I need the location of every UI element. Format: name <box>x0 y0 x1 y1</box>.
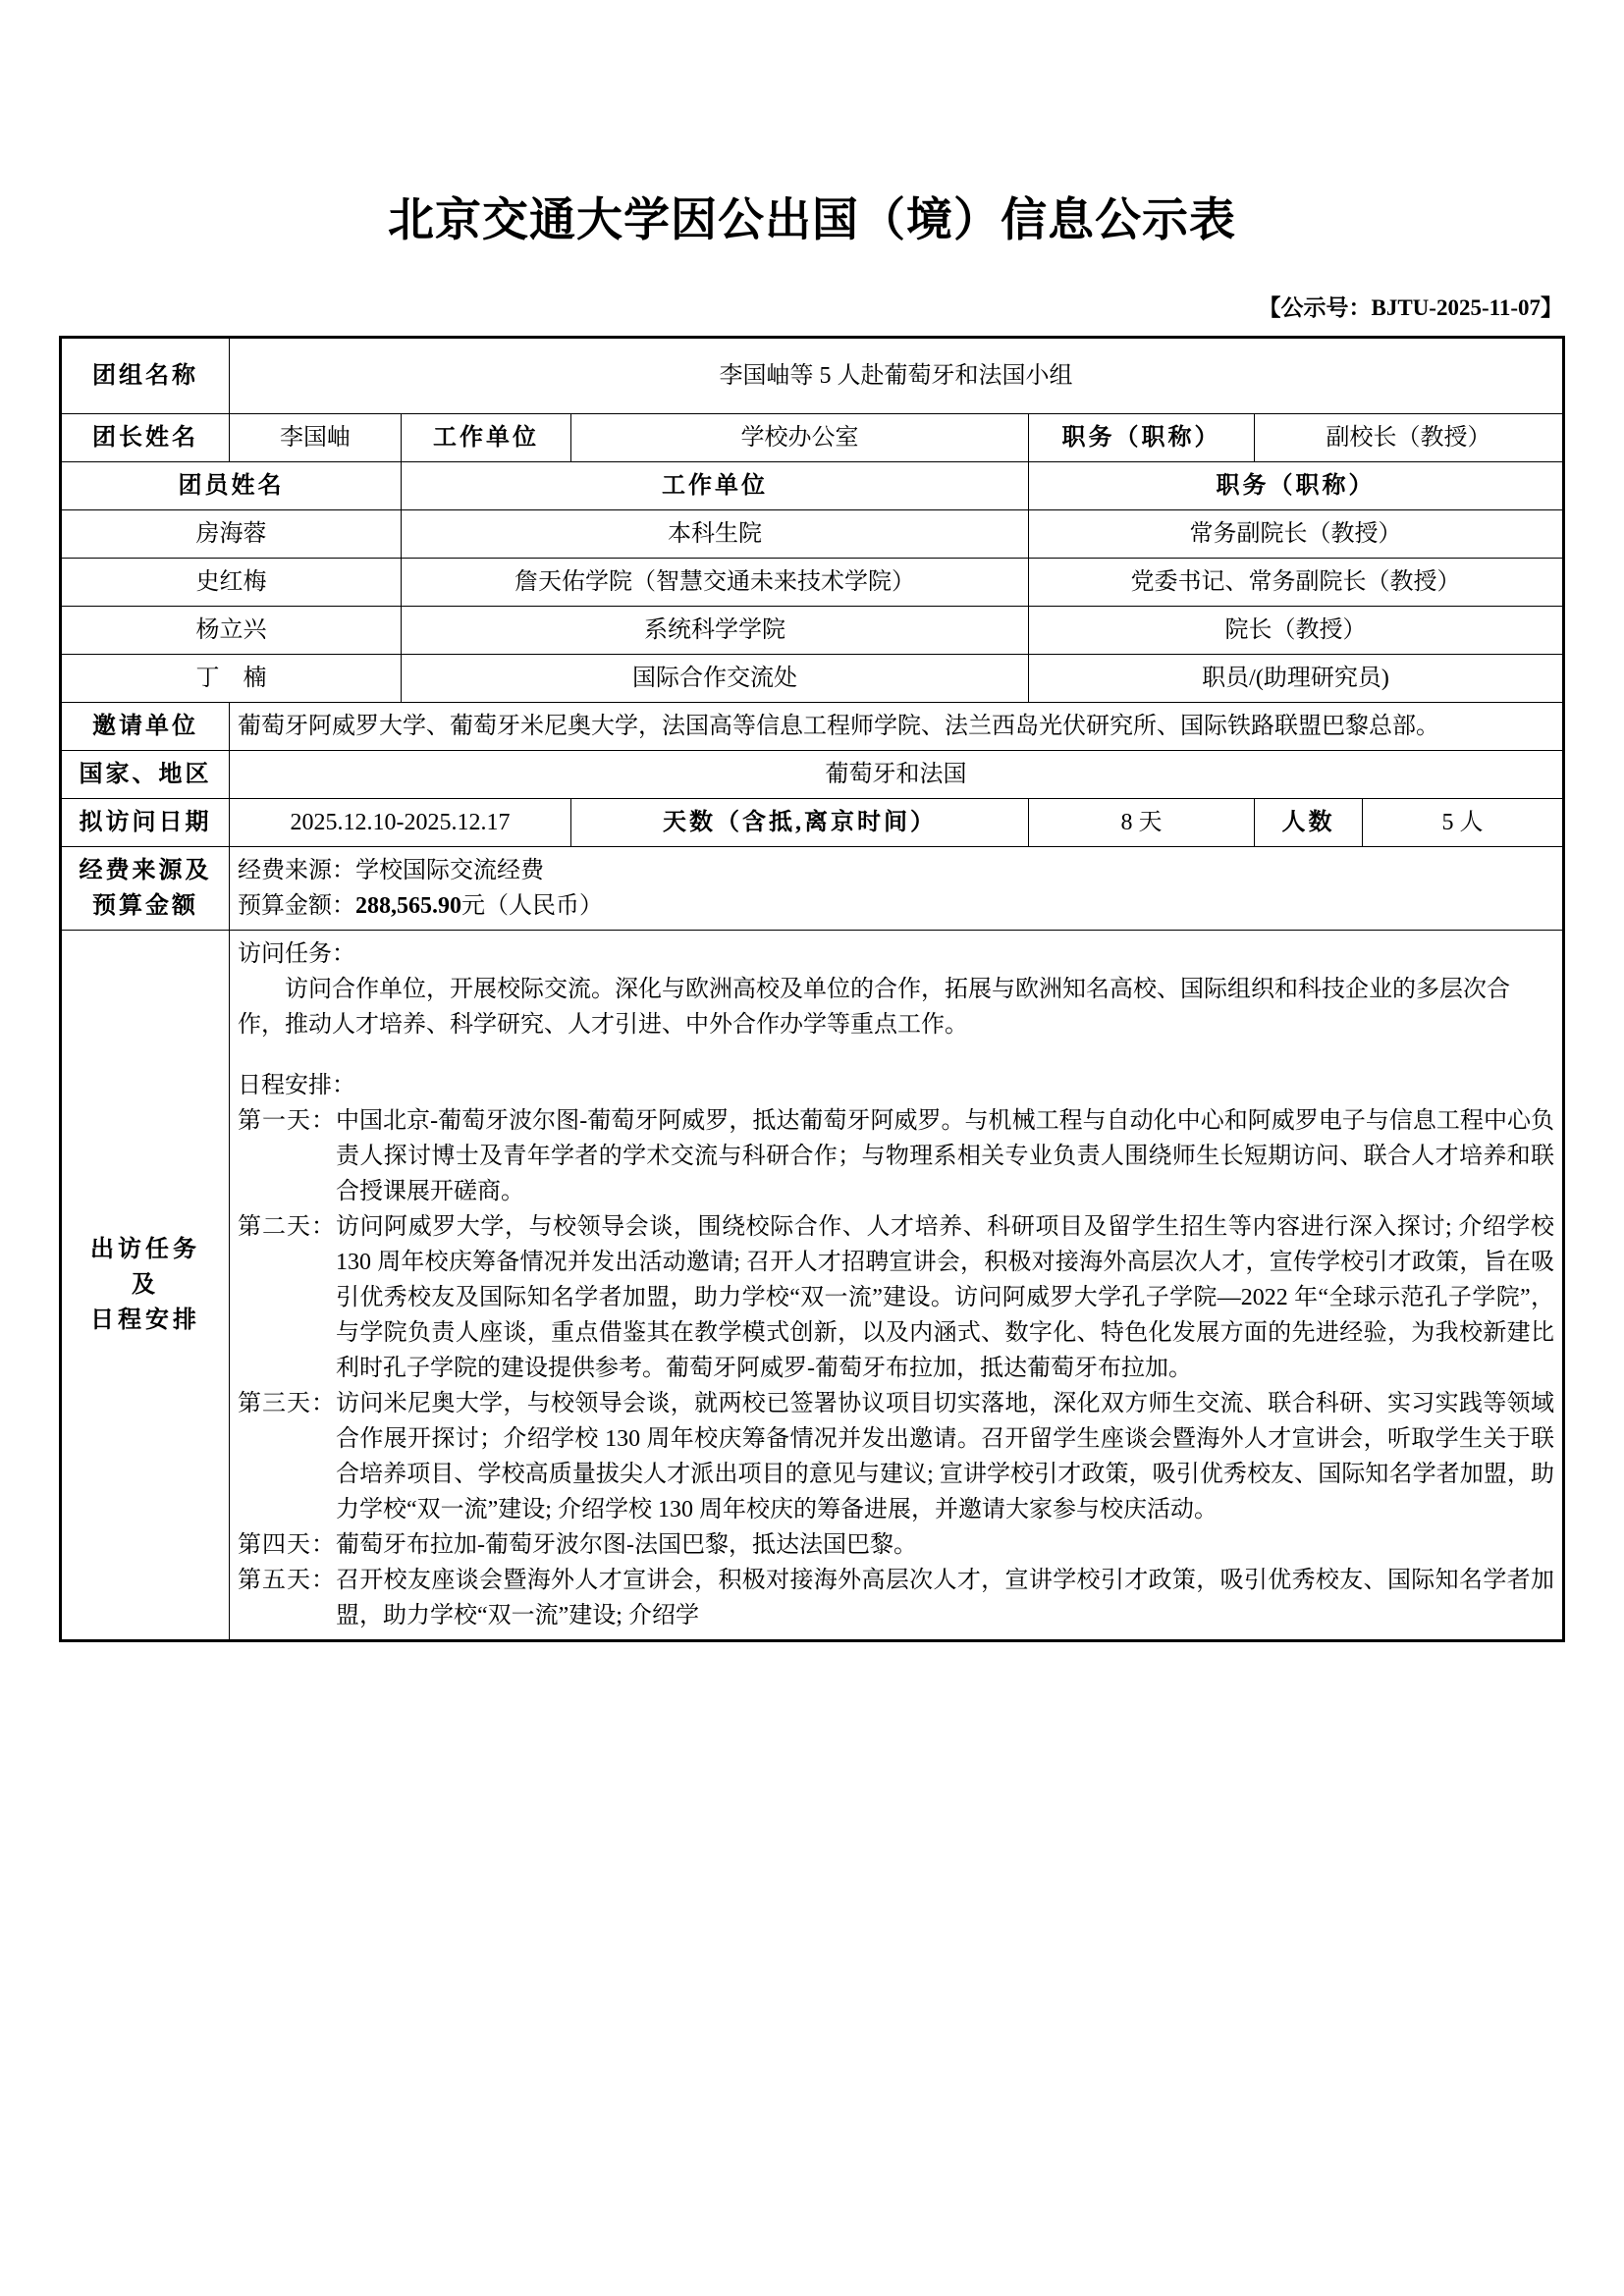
task-label-line2: 及 <box>132 1271 159 1298</box>
member-title: 党委书记、常务副院长（教授） <box>1029 558 1564 606</box>
disclosure-table <box>59 336 1565 1642</box>
member-unit-header: 工作单位 <box>402 461 1029 509</box>
table-row-funding <box>61 846 1564 930</box>
budget-amount: 288,565.90 <box>355 892 461 919</box>
schedule-heading: 日程安排： <box>238 1072 355 1098</box>
schedule-day-item <box>238 1386 1554 1527</box>
schedule-day-item <box>238 1209 1554 1386</box>
page-title: 北京交通大学因公出国（境）信息公示表 <box>388 195 1236 246</box>
task-schedule-label <box>61 930 230 1640</box>
mission-heading: 访问任务： <box>238 940 355 967</box>
people-value: 5 人 <box>1363 798 1564 846</box>
member-name: 杨立兴 <box>61 606 402 654</box>
member-unit: 系统科学学院 <box>402 606 1029 654</box>
task-label-line3: 日程安排 <box>90 1307 200 1333</box>
schedule-day-key: 第四天： <box>238 1531 336 1558</box>
member-name: 丁 楠 <box>61 654 402 702</box>
publication-number: 【公示号：BJTU-2025-11-07】 <box>1258 294 1563 320</box>
member-name-header: 团员姓名 <box>61 461 402 509</box>
days-label: 天数（含抵,离京时间） <box>571 798 1029 846</box>
days-value: 8 天 <box>1029 798 1255 846</box>
funding-label <box>61 846 230 930</box>
member-unit: 詹天佑学院（智慧交通未来技术学院） <box>402 558 1029 606</box>
schedule-day-item <box>238 1103 1554 1209</box>
schedule-day-key: 第一天： <box>238 1107 336 1134</box>
schedule-day-text: 访问米尼奥大学，与校领导会谈，就两校已签署协议项目切实落地，深化双方师生交流、联合科研、实习实践等领域合作展开探讨；介绍学校 130 周年校庆筹备情况并发出邀请。召开留学生座谈会暨海外人才宣讲会，听取学生关于联合培养项目、学校高质量拔尖人才派出项目的意见与建议; 宣讲学校引才政策，吸引优秀校友、国际知名学者加盟，助力学校“双一流”建设; 介绍学校 130 周年校庆的筹备进展，并邀请大家参与校庆活动。 <box>336 1390 1554 1522</box>
table-row-visit-date <box>61 798 1564 846</box>
budget-suffix: 元（人民币） <box>461 892 603 919</box>
schedule-day-key: 第二天： <box>238 1213 336 1240</box>
member-name: 房海蓉 <box>61 509 402 558</box>
leader-name-value: 李国岫 <box>230 413 402 461</box>
member-title-header: 职务（职称） <box>1029 461 1564 509</box>
group-name-label: 团组名称 <box>61 337 230 413</box>
table-row-country <box>61 750 1564 798</box>
country-value: 葡萄牙和法国 <box>230 750 1564 798</box>
member-title: 院长（教授） <box>1029 606 1564 654</box>
table-row <box>61 606 1564 654</box>
member-name: 史红梅 <box>61 558 402 606</box>
member-title: 职员/(助理研究员) <box>1029 654 1564 702</box>
table-row-task-schedule <box>61 930 1564 1640</box>
people-label: 人数 <box>1255 798 1363 846</box>
task-schedule-body <box>230 930 1564 1640</box>
table-row-group-name <box>61 337 1564 413</box>
table-row <box>61 509 1564 558</box>
leader-unit-value: 学校办公室 <box>571 413 1029 461</box>
leader-title-label: 职务（职称） <box>1029 413 1255 461</box>
member-unit: 本科生院 <box>402 509 1029 558</box>
leader-title-value: 副校长（教授） <box>1255 413 1564 461</box>
table-row <box>61 558 1564 606</box>
visit-date-value: 2025.12.10-2025.12.17 <box>230 798 571 846</box>
table-row <box>61 654 1564 702</box>
schedule-day-text: 访问阿威罗大学，与校领导会谈，围绕校际合作、人才培养、科研项目及留学生招生等内容进行深入探讨; 介绍学校 130 周年校庆筹备情况并发出活动邀请; 召开人才招聘宣讲会，积极对接海外高层次人才，宣传学校引才政策，旨在吸引优秀校友及国际知名学者加盟，助力学校“双一流”建设。访问阿威罗大学孔子学院—2022 年“全球示范孔子学院”，与学院负责人座谈，重点借鉴其在教学模式创新，以及内涵式、数字化、特色化发展方面的先进经验，为我校新建比利时孔子学院的建设提供参考。葡萄牙阿威罗-葡萄牙布拉加，抵达葡萄牙布拉加。 <box>336 1213 1554 1381</box>
funding-value <box>230 846 1564 930</box>
schedule-day-item <box>238 1563 1554 1633</box>
member-unit: 国际合作交流处 <box>402 654 1029 702</box>
table-row-member-headers <box>61 461 1564 509</box>
task-label-line1: 出访任务 <box>90 1236 200 1262</box>
funding-source-text: 经费来源：学校国际交流经费 <box>238 857 544 883</box>
schedule-day-text: 葡萄牙布拉加-葡萄牙波尔图-法国巴黎，抵达法国巴黎。 <box>336 1531 917 1558</box>
member-title: 常务副院长（教授） <box>1029 509 1564 558</box>
schedule-day-item <box>238 1527 1554 1563</box>
budget-prefix: 预算金额： <box>238 892 355 919</box>
budget-line <box>238 888 1554 924</box>
country-label: 国家、地区 <box>61 750 230 798</box>
visit-date-label: 拟访问日期 <box>61 798 230 846</box>
mission-paragraph: 访问合作单位，开展校际交流。深化与欧洲高校及单位的合作，拓展与欧洲知名高校、国际组织和科技企业的多层次合作，推动人才培养、科学研究、人才引进、中外合作办学等重点工作。 <box>238 976 1510 1038</box>
inviting-unit-value: 葡萄牙阿威罗大学、葡萄牙米尼奥大学，法国高等信息工程师学院、法兰西岛光伏研究所、国际铁路联盟巴黎总部。 <box>230 702 1564 750</box>
schedule-day-key: 第五天： <box>238 1567 336 1593</box>
spacer <box>238 1042 1554 1068</box>
leader-name-label: 团长姓名 <box>61 413 230 461</box>
table-row-inviting-unit <box>61 702 1564 750</box>
group-name-value: 李国岫等 5 人赴葡萄牙和法国小组 <box>230 337 1564 413</box>
funding-label-line2: 预算金额 <box>92 892 198 919</box>
schedule-day-key: 第三天： <box>238 1390 336 1416</box>
schedule-day-text: 召开校友座谈会暨海外人才宣讲会，积极对接海外高层次人才，宣讲学校引才政策，吸引优秀校友、国际知名学者加盟，助力学校“双一流”建设; 介绍学 <box>336 1567 1554 1629</box>
leader-unit-label: 工作单位 <box>402 413 571 461</box>
table-row-leader <box>61 413 1564 461</box>
schedule-day-text: 中国北京-葡萄牙波尔图-葡萄牙阿威罗，抵达葡萄牙阿威罗。与机械工程与自动化中心和阿威罗电子与信息工程中心负责人探讨博士及青年学者的学术交流与科研合作；与物理系相关专业负责人围绕师生长短期访问、联合人才培养和联合授课展开磋商。 <box>336 1107 1554 1204</box>
inviting-unit-label: 邀请单位 <box>61 702 230 750</box>
funding-label-line1: 经费来源及 <box>79 857 212 883</box>
